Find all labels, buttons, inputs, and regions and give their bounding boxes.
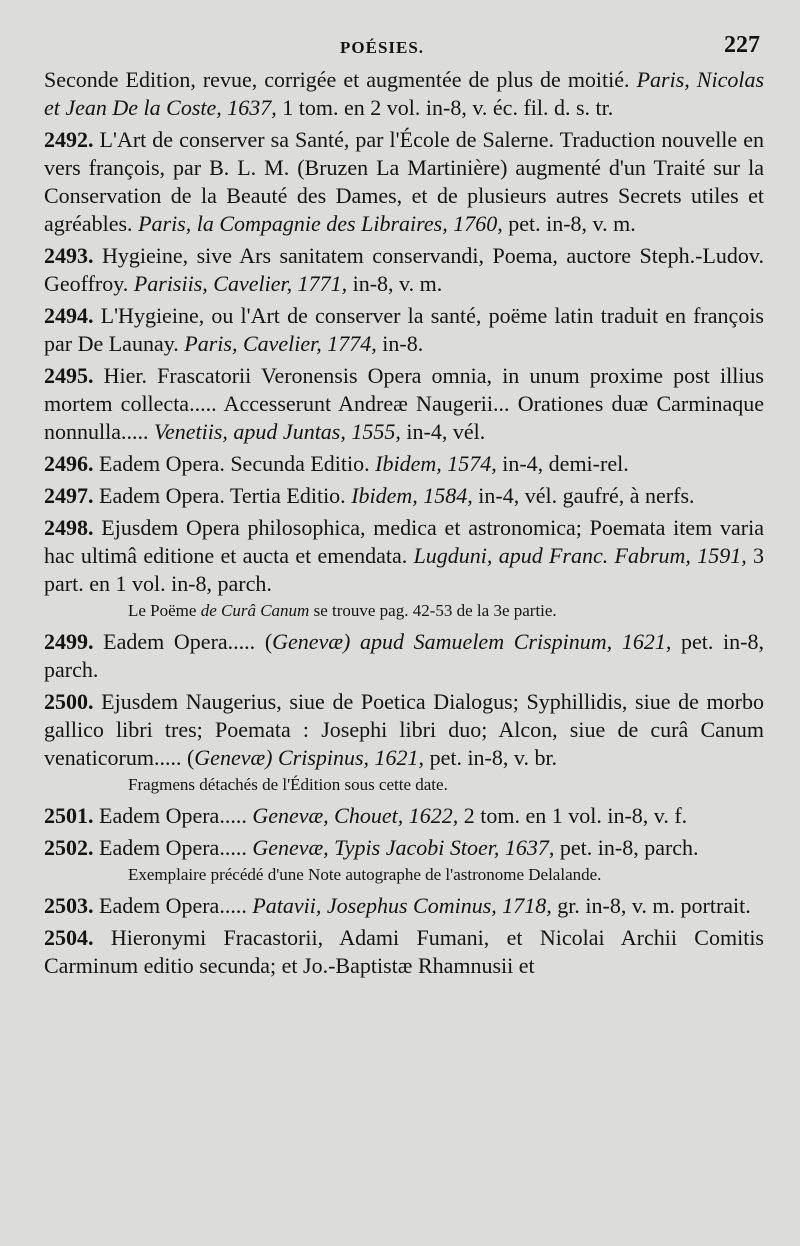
note-text: Exemplaire précédé d'une Note autographe de l'astronome Delalande.	[128, 865, 602, 884]
entry-format: in-4, vél. gaufré, à nerfs.	[472, 483, 695, 508]
entry-format: pet. in-8, parch.	[554, 835, 699, 860]
catalogue-entry	[44, 924, 764, 980]
entry-title: Hieronymi Fracastorii, Adami Fumani, et Nicolai Archii Comitis Carminum editio secunda; et Jo.-Baptistæ Rhamnusii et	[44, 925, 764, 978]
entry-format: in-4, vél.	[400, 419, 486, 444]
catalogue-entry	[44, 242, 764, 298]
entry-number: 2495.	[44, 363, 94, 388]
entry-title: Hygieine, sive Ars sanitatem conservandi, Poema, auctore Steph.-Ludov. Geoffroy.	[44, 243, 764, 296]
catalogue-entry	[44, 302, 764, 358]
entry-number: 2504.	[44, 925, 94, 950]
catalogue-entry	[44, 362, 764, 446]
entry-number: 2500.	[44, 689, 94, 714]
entry-format: pet. in-8, parch.	[44, 629, 764, 682]
entry-number: 2494.	[44, 303, 94, 328]
entry-imprint: Genevæ, Chouet, 1622,	[252, 803, 459, 828]
entry-title: Ejusdem Naugerius, siue de Poetica Dialogus; Syphillidis, siue de morbo gallico libri tres; Poemata : Josephi libri duo; Alcon, siue de curâ Canum venaticorum..... (	[44, 689, 764, 770]
entry-number: 2493.	[44, 243, 94, 268]
entry-imprint: Parisiis, Cavelier, 1771,	[133, 271, 348, 296]
entry-number: 2492.	[44, 127, 94, 152]
entry-imprint: Genevæ) apud Samuelem Crispinum, 1621,	[272, 629, 672, 654]
entry-title: Eadem Opera.....	[93, 893, 253, 918]
catalogue-entry	[44, 66, 764, 122]
entry-title: Eadem Opera. Secunda Editio.	[93, 451, 376, 476]
entry-imprint: Paris, Nicolas et Jean De la Coste, 1637,	[44, 67, 765, 120]
running-head: POÉSIES.	[340, 38, 425, 57]
page-number: 227	[724, 32, 760, 58]
entry-format: 3 part. en 1 vol. in-8, parch.	[44, 543, 765, 596]
catalogue-entry	[44, 482, 764, 510]
entry-number: 2498.	[44, 515, 94, 540]
entry-note	[128, 864, 764, 886]
entry-number: 2503.	[44, 893, 94, 918]
entry-format: in-8, v. m.	[347, 271, 443, 296]
entry-format: 2 tom. en 1 vol. in-8, v. f.	[458, 803, 688, 828]
note-text: Fragmens détachés de l'Édition sous cette date.	[128, 775, 448, 794]
entry-format: pet. in-8, v. br.	[424, 745, 558, 770]
catalogue-entry	[44, 514, 764, 598]
catalogue-entry	[44, 450, 764, 478]
entry-title: Eadem Opera.....	[93, 803, 253, 828]
entry-title: Eadem Opera.....	[93, 835, 253, 860]
entry-title: L'Hygieine, ou l'Art de conserver la santé, poëme latin traduit en françois par De Launay.	[44, 303, 764, 356]
entry-format: in-4, demi-rel.	[496, 451, 629, 476]
catalogue-entry	[44, 802, 764, 830]
entry-title: Seconde Edition, revue, corrigée et augmentée de plus de moitié.	[44, 67, 637, 92]
entry-title: L'Art de conserver sa Santé, par l'École de Salerne. Traduction nouvelle en vers françois, par B. L. M. (Bruzen La Martinière) augmenté d'un Traité sur la Conservation de la Beauté des Dames, et de plusieurs autres Secrets utiles et agréables.	[44, 127, 764, 236]
catalogue-entry	[44, 688, 764, 772]
entry-title: Eadem Opera. Tertia Editio.	[93, 483, 352, 508]
entry-imprint: Genevæ, Typis Jacobi Stoer, 1637,	[252, 835, 555, 860]
note-title: de Curâ Canum	[200, 601, 310, 620]
entry-imprint: Lugduni, apud Franc. Fabrum, 1591,	[413, 543, 747, 568]
entry-imprint: Patavii, Josephus Cominus, 1718,	[252, 893, 552, 918]
catalogue-entry	[44, 628, 764, 684]
entry-imprint: Venetiis, apud Juntas, 1555,	[154, 419, 401, 444]
entry-number: 2496.	[44, 451, 94, 476]
entry-imprint: Genevæ) Crispinus, 1621,	[194, 745, 425, 770]
entry-imprint: Paris, Cavelier, 1774,	[184, 331, 377, 356]
note-text: Le Poëme	[128, 601, 201, 620]
entry-format: gr. in-8, v. m. portrait.	[551, 893, 751, 918]
entry-number: 2499.	[44, 629, 94, 654]
entry-title: Ejusdem Opera philosophica, medica et astronomica; Poemata item varia hac ultimâ editione et aucta et emendata.	[44, 515, 764, 568]
entry-imprint: Paris, la Compagnie des Libraires, 1760,	[138, 211, 503, 236]
entry-format: pet. in-8, v. m.	[502, 211, 636, 236]
entry-note	[128, 774, 764, 796]
catalogue-entry	[44, 126, 764, 238]
catalogue-entry	[44, 834, 764, 862]
catalogue-text	[44, 66, 764, 984]
entry-imprint: Ibidem, 1574,	[375, 451, 497, 476]
entry-note	[128, 600, 764, 622]
page-header	[70, 30, 760, 70]
entry-number: 2502.	[44, 835, 94, 860]
entry-number: 2497.	[44, 483, 94, 508]
entry-format: in-8.	[376, 331, 424, 356]
catalogue-entry	[44, 892, 764, 920]
entry-title: Hier. Frascatorii Veronensis Opera omnia, in unum proxime post illius mortem collecta..... Accesserunt Andreæ Naugerii... Orationes duæ Carminaque nonnulla.....	[44, 363, 764, 444]
entry-format: 1 tom. en 2 vol. in-8, v. éc. fil. d. s. tr.	[276, 95, 614, 120]
entry-number: 2501.	[44, 803, 94, 828]
entry-title: Eadem Opera..... (	[93, 629, 273, 654]
note-text: se trouve pag. 42-53 de la 3e partie.	[309, 601, 557, 620]
entry-imprint: Ibidem, 1584,	[351, 483, 473, 508]
